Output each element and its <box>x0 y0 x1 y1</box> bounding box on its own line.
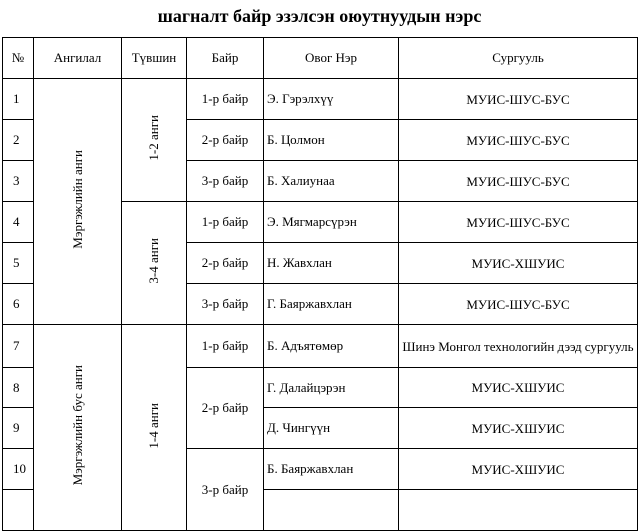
table-header-row <box>3 38 638 79</box>
row-number: 10 <box>3 449 34 490</box>
level-label: 1-2 анги <box>146 115 161 161</box>
row-number: 5 <box>3 243 34 284</box>
category-cell-major <box>34 79 122 325</box>
level-cell-1-2 <box>122 79 187 202</box>
row-number: 6 <box>3 284 34 325</box>
school-cell: МУИС-ХШУИС <box>399 243 638 284</box>
header-num: № <box>3 38 34 79</box>
page-title: шагналт байр эзэлсэн оюутнуудын нэрс <box>157 6 482 26</box>
row-number: 7 <box>3 325 34 368</box>
row-number: 4 <box>3 202 34 243</box>
name-cell: Д. Чингүүн <box>264 408 399 449</box>
rank-cell: 3-р байр <box>187 161 264 202</box>
name-cell: Н. Жавхлан <box>264 243 399 284</box>
level-cell-3-4 <box>122 202 187 325</box>
rank-cell: 3-р байр <box>187 284 264 325</box>
school-cell: МУИС-ХШУИС <box>399 449 638 490</box>
name-cell: Б. Адъятөмөр <box>264 325 399 368</box>
level-label: 1-4 анги <box>146 402 161 449</box>
level-label: 3-4 анги <box>146 238 161 284</box>
school-cell: МУИС-ШУС-БУС <box>399 120 638 161</box>
rank-cell: 1-р байр <box>187 79 264 120</box>
name-cell: Э. Мягмарсүрэн <box>264 202 399 243</box>
category-label: Мэргэжлийн бус анги <box>69 365 85 486</box>
header-rank: Байр <box>187 38 264 79</box>
row-number <box>3 490 34 531</box>
name-cell: Г. Далайцэрэн <box>264 368 399 408</box>
name-cell <box>264 490 399 531</box>
school-cell: МУИС-ШУС-БУС <box>399 284 638 325</box>
rank-cell: 1-р байр <box>187 325 264 368</box>
school-cell: МУИС-ШУС-БУС <box>399 202 638 243</box>
school-cell <box>399 490 638 531</box>
header-level: Түвшин <box>122 38 187 79</box>
category-label: Мэргэжлийн анги <box>69 150 85 249</box>
header-category: Ангилал <box>34 38 122 79</box>
school-cell: МУИС-ШУС-БУС <box>399 79 638 120</box>
awards-table <box>2 37 638 531</box>
name-cell: Г. Баяржавхлан <box>264 284 399 325</box>
school-cell: МУИС-ХШУИС <box>399 408 638 449</box>
row-number: 2 <box>3 120 34 161</box>
name-cell: Б. Халиунаа <box>264 161 399 202</box>
rank-cell: 2-р байр <box>187 368 264 449</box>
name-cell: Б. Баяржавхлан <box>264 449 399 490</box>
rank-cell: 2-р байр <box>187 120 264 161</box>
row-number: 9 <box>3 408 34 449</box>
table-row <box>3 325 638 368</box>
header-school: Сургууль <box>399 38 638 79</box>
school-cell: МУИС-ХШУИС <box>399 368 638 408</box>
row-number: 1 <box>3 79 34 120</box>
school-cell: МУИС-ШУС-БУС <box>399 161 638 202</box>
name-cell: Б. Цолмон <box>264 120 399 161</box>
row-number: 3 <box>3 161 34 202</box>
row-number: 8 <box>3 368 34 408</box>
name-cell: Э. Гэрэлхүү <box>264 79 399 120</box>
rank-cell: 1-р байр <box>187 202 264 243</box>
rank-cell: 3-р байр <box>187 449 264 531</box>
header-name: Овог Нэр <box>264 38 399 79</box>
school-cell: Шинэ Монгол технологийн дээд сургууль <box>399 325 638 368</box>
table-row <box>3 79 638 120</box>
rank-cell: 2-р байр <box>187 243 264 284</box>
